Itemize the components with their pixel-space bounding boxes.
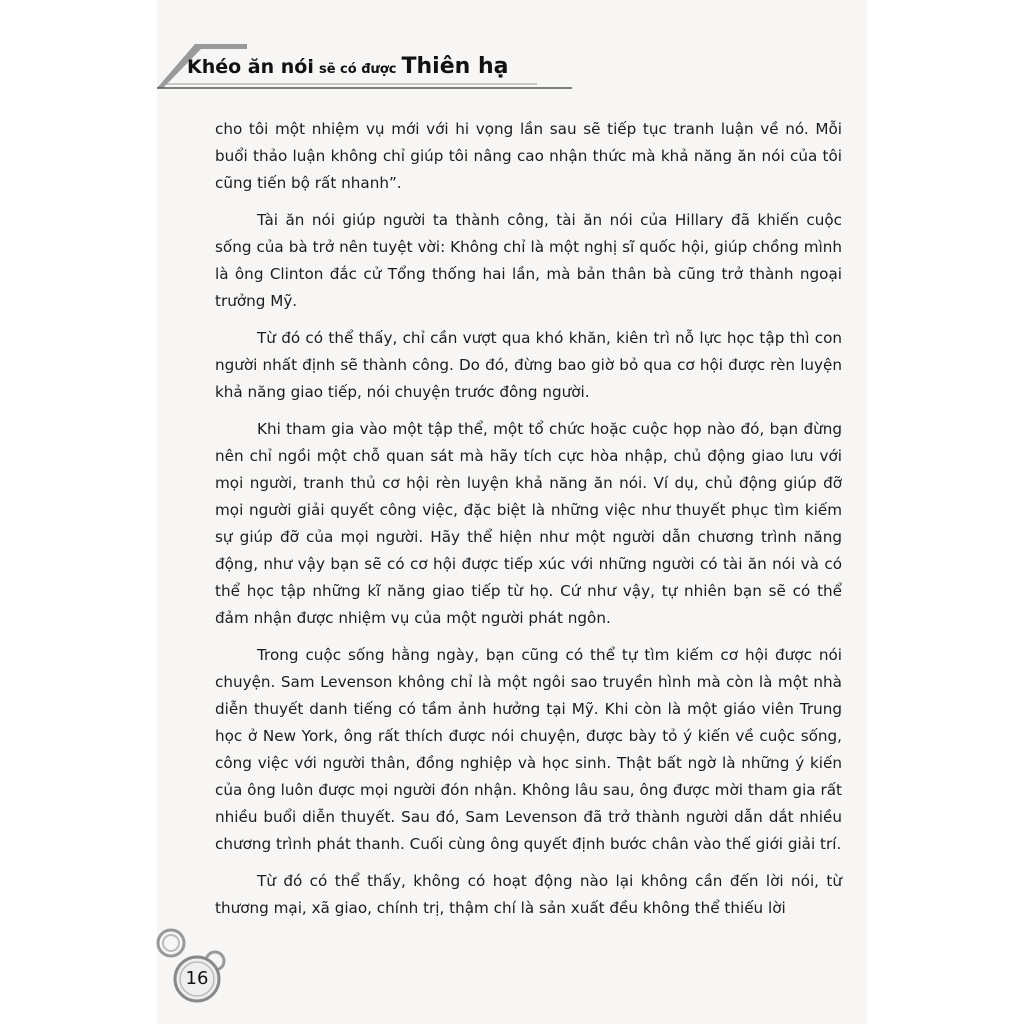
page-number: 16 (185, 968, 209, 989)
header-title (187, 54, 508, 79)
header-title-part1: Khéo ăn nói (187, 56, 314, 78)
header-title-part3: Thiên hạ (401, 54, 509, 79)
circle-ornament-icon (155, 925, 245, 1005)
running-header (157, 40, 577, 90)
page-footer (155, 925, 245, 1005)
body-text (215, 116, 842, 932)
paragraph: Tài ăn nói giúp người ta thành công, tài ăn nói của Hillary đã khiến cuộc sống của bà trở nên tuyệt vời: Không chỉ là một nghị sĩ quốc hội, giúp chồng mình là ông Clinton đắc cử Tổng thống hai lần, mà bản thân bà cũng trở thành ngoại trưởng Mỹ. (215, 211, 842, 310)
paragraph: Từ đó có thể thấy, chỉ cần vượt qua khó khăn, kiên trì nỗ lực học tập thì con người nhất định sẽ thành công. Do đó, đừng bao giờ bỏ qua cơ hội được rèn luyện khả năng giao tiếp, nói chuyện trước đông người. (215, 329, 842, 401)
paragraph: Trong cuộc sống hằng ngày, bạn cũng có thể tự tìm kiếm cơ hội được nói chuyện. Sam Levenson không chỉ là một ngôi sao truyền hình mà còn là một nhà diễn thuyết danh tiếng có tầm ảnh hưởng tại Mỹ. Khi còn là một giáo viên Trung học ở New York, ông rất thích được nói chuyện, được bày tỏ ý kiến về cuộc sống, công việc với người thân, đồng nghiệp và học sinh. Thật bất ngờ là những ý kiến của ông luôn được mọi người đón nhận. Không lâu sau, ông được mời tham gia rất nhiều buổi diễn thuyết. Sau đó, Sam Levenson đã trở thành người dẫn dắt nhiều chương trình phát thanh. Cuối cùng ông quyết định bước chân vào thế giới giải trí. (215, 646, 842, 853)
paragraph: Từ đó có thể thấy, không có hoạt động nào lại không cần đến lời nói, từ thương mại, xã giao, chính trị, thậm chí là sản xuất đều không thể thiếu lời (215, 872, 842, 917)
paragraph: cho tôi một nhiệm vụ mới với hi vọng lần sau sẽ tiếp tục tranh luận về nó. Mỗi buổi thảo luận không chỉ giúp tôi nâng cao nhận thức mà khả năng ăn nói của tôi cũng tiến bộ rất nhanh”. (215, 120, 842, 192)
paragraph: Khi tham gia vào một tập thể, một tổ chức hoặc cuộc họp nào đó, bạn đừng nên chỉ ngồi một chỗ quan sát mà hãy tích cực hòa nhập, chủ động giao lưu với mọi người, tranh thủ cơ hội rèn luyện khả năng ăn nói. Ví dụ, chủ động giúp đỡ mọi người giải quyết công việc, đặc biệt là những việc như thuyết phục tìm kiếm sự giúp đỡ của mọi người. Hãy thể hiện như một người dẫn chương trình năng động, như vậy bạn sẽ có cơ hội được tiếp xúc với những người có tài ăn nói và có thể học tập những kĩ năng giao tiếp từ họ. Cứ như vậy, tự nhiên bạn sẽ có thể đảm nhận được nhiệm vụ của một người phát ngôn. (215, 420, 842, 627)
header-title-part2: sẽ có được (318, 62, 397, 77)
